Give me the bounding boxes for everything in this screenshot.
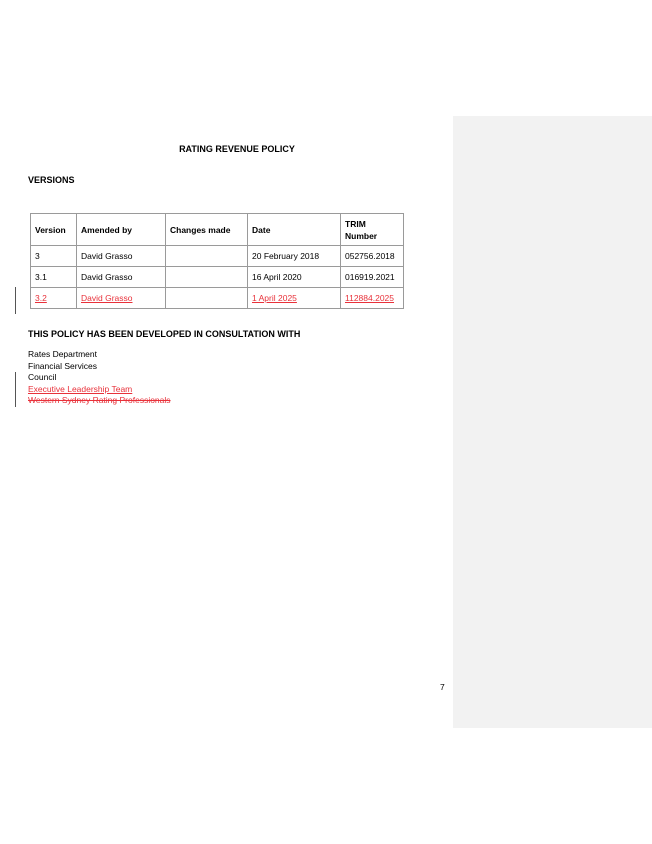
versions-heading: VERSIONS (28, 175, 75, 185)
change-bar (15, 372, 16, 407)
trim-header-line2: Number (345, 230, 378, 241)
list-item: Rates Department (28, 349, 97, 359)
document-title: RATING REVENUE POLICY (179, 144, 295, 154)
list-item: Council (28, 372, 57, 382)
table-header-row (31, 214, 404, 246)
inserted-text: 112884.2025 (345, 293, 395, 303)
cell-date: 20 February 2018 (248, 246, 341, 267)
cell-date: 16 April 2020 (248, 267, 341, 288)
cell-trim-number: 052756.2018 (341, 246, 404, 267)
change-bar (15, 287, 16, 314)
versions-table (30, 213, 404, 309)
cell-date (248, 288, 341, 309)
inserted-text: Executive Leadership Team (28, 383, 133, 394)
trim-header-line1: TRIM (345, 218, 366, 229)
column-header-version: Version (31, 214, 77, 246)
consultation-heading: THIS POLICY HAS BEEN DEVELOPED IN CONSULTATION WITH (28, 329, 301, 339)
page-number: 7 (440, 682, 445, 692)
column-header-amended-by: Amended by (77, 214, 166, 246)
cell-amended-by (77, 288, 166, 309)
cell-version (31, 288, 77, 309)
cell-version: 3 (31, 246, 77, 267)
list-item: Financial Services (28, 360, 97, 371)
deleted-text: Western Sydney Rating Professionals (28, 395, 171, 405)
cell-amended-by: David Grasso (77, 267, 166, 288)
comment-pane (453, 116, 652, 728)
cell-amended-by: David Grasso (77, 246, 166, 267)
column-header-changes-made: Changes made (166, 214, 248, 246)
cell-version: 3.1 (31, 267, 77, 288)
cell-trim-number (341, 288, 404, 309)
inserted-text: David Grasso (81, 293, 133, 303)
inserted-text: 1 April 2025 (252, 293, 297, 303)
list-item-deleted (28, 395, 171, 407)
cell-changes-made (166, 288, 248, 309)
table-row (31, 246, 404, 267)
consultation-list (28, 349, 171, 407)
cell-changes-made (166, 246, 248, 267)
cell-changes-made (166, 267, 248, 288)
column-header-date: Date (248, 214, 341, 246)
table-row (31, 267, 404, 288)
table-row-inserted (31, 288, 404, 309)
list-item-inserted (28, 384, 171, 396)
column-header-trim-number (341, 214, 404, 246)
inserted-text: 3.2 (35, 293, 47, 303)
cell-trim-number: 016919.2021 (341, 267, 404, 288)
